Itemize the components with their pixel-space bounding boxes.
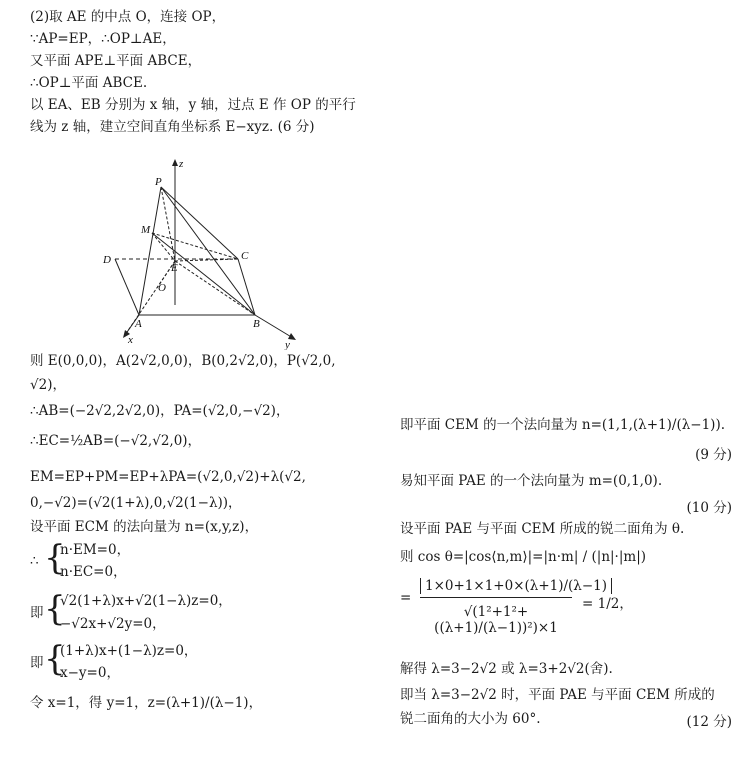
text-line: 以 EA、EB 分别为 x 轴，y 轴，过点 E 作 OP 的平行 — [30, 97, 356, 113]
label-D: D — [103, 254, 111, 266]
pyramid-figure — [95, 155, 310, 350]
system-line: −√2x+√2y=0， — [60, 616, 166, 632]
system-line: x−y=0， — [60, 665, 120, 681]
text-line: 解得 λ=3−2√2 或 λ=3+2√2(舍). — [400, 661, 613, 677]
text-line: 令 x=1，得 y=1，z=(λ+1)/(λ−1)， — [30, 695, 263, 711]
text-line: 线为 z 轴，建立空间直角坐标系 E−xyz. (6 分) — [30, 119, 315, 135]
text-line: √2)， — [30, 377, 66, 393]
label-M: M — [141, 224, 151, 236]
brace: { — [44, 589, 66, 629]
label-O: O — [158, 282, 166, 294]
label-B: B — [253, 318, 260, 330]
score-mark: (12 分) — [686, 714, 732, 730]
system-line: (1+λ)x+(1−λ)z=0， — [60, 643, 198, 659]
fraction-numerator: 1×0+1×1+0×(λ+1)/(λ−1) — [420, 578, 572, 598]
score-mark: (10 分) — [686, 500, 732, 516]
text-line: 锐二面角的大小为 60°. — [400, 711, 541, 727]
result-value: = 1/2， — [582, 596, 633, 612]
text-line: 即平面 CEM 的一个法向量为 n=(1,1,(λ+1)/(λ−1)). — [400, 417, 726, 433]
text-line: 则 E(0,0,0)，A(2√2,0,0)，B(0,2√2,0)，P(√2,0, — [30, 353, 336, 369]
therefore-symbol: ∴ — [30, 553, 39, 569]
system-line: n·EM=0， — [60, 542, 131, 558]
ji-label: 即 — [30, 655, 44, 671]
edge-BC — [238, 259, 255, 315]
fraction-denominator: √(1²+1²+((λ+1)/(λ−1))²)×1 — [434, 604, 558, 636]
edge-PA — [139, 187, 161, 315]
system-line: n·EC=0， — [60, 564, 127, 580]
system-line: √2(1+λ)x+√2(1−λ)z=0， — [60, 593, 232, 609]
ji-label: 即 — [30, 605, 44, 621]
label-y: y — [285, 339, 290, 350]
label-E: E — [171, 262, 178, 274]
score-mark: (9 分) — [695, 447, 732, 463]
brace: { — [44, 538, 66, 578]
text-line: ∴AB=(−2√2,2√2,0)，PA=(√2,0,−√2)， — [30, 403, 290, 419]
text-line: 则 cos θ=|cos⟨n,m⟩|=|n·m| / (|n|·|m|) — [400, 549, 647, 565]
edge-DA — [115, 259, 139, 315]
text-line: ∵AP=EP，∴OP⊥AE， — [30, 31, 176, 47]
text-line: 易知平面 PAE 的一个法向量为 m=(0,1,0). — [400, 473, 663, 489]
text-line: 设平面 PAE 与平面 CEM 所成的锐二面角为 θ. — [400, 521, 685, 537]
label-z: z — [179, 158, 184, 170]
text-line: 0,−√2)=(√2(1+λ),0,√2(1−λ))， — [30, 495, 242, 511]
edge-MC — [152, 233, 238, 259]
text-line: ∴OP⊥平面 ABCE. — [30, 75, 148, 91]
label-x: x — [128, 334, 133, 346]
text-line: 即当 λ=3−2√2 时，平面 PAE 与平面 CEM 所成的 — [400, 687, 715, 703]
text-line: 设平面 ECM 的法向量为 n=(x,y,z)， — [30, 519, 259, 535]
equals-sign: = — [400, 590, 412, 606]
y-axis-line — [175, 261, 255, 315]
text-line: 又平面 APE⊥平面 ABCE， — [30, 53, 202, 69]
label-P: P — [155, 176, 162, 188]
text-line: EM=EP+PM=EP+λPA=(√2,0,√2)+λ(√2, — [30, 469, 306, 485]
label-C: C — [241, 250, 249, 262]
text-line: (2)取 AE 的中点 O，连接 OP， — [30, 9, 226, 25]
text-line: ∴EC=½AB=(−√2,√2,0)， — [30, 433, 202, 449]
brace: { — [44, 639, 66, 679]
label-A: A — [135, 318, 142, 330]
